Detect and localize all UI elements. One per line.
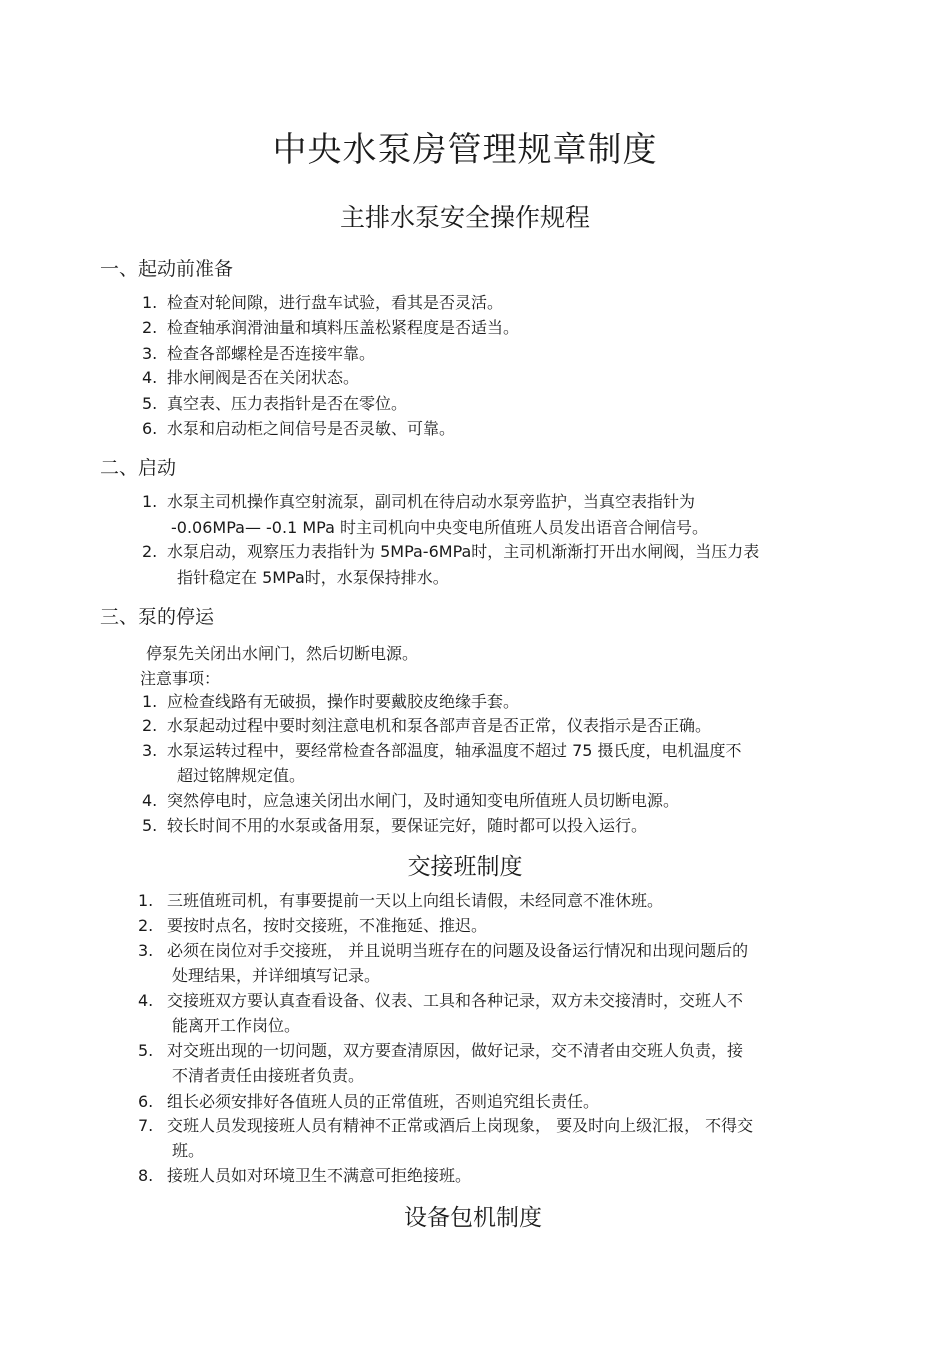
list-item-continuation: 不清者责任由接班者负责。 [172,1066,365,1085]
list-number: 6. [138,1092,154,1111]
list-text: 水泵主司机操作真空射流泵，副司机在待启动水泵旁监护，当真空表指针为 [167,492,696,511]
list-item-continuation: -0.06MPa— -0.1 MPa 时主司机向中央变电所值班人员发出语音合闸信号。 [171,518,708,537]
list-number: 4. [142,368,158,387]
list-number: 6. [142,419,158,438]
list-text: 组长必须安排好各值班人员的正常值班，否则追究组长责任。 [167,1092,600,1111]
paragraph: 停泵先关闭出水闸门，然后切断电源。 [146,644,419,663]
list-number: 2. [138,916,154,935]
list-text: 检查轴承润滑油量和填料压盖松紧程度是否适当。 [167,318,520,337]
document-title: 中央水泵房管理规章制度 [272,130,658,170]
list-text: 突然停电时，应急速关闭出水闸门，及时通知变电所值班人员切断电源。 [167,791,680,810]
list-number: 3. [138,941,154,960]
list-text: 检查各部螺栓是否连接牢靠。 [167,344,376,363]
list-number: 8. [138,1166,154,1185]
list-text: 三班值班司机，有事要提前一天以上向组长请假，未经同意不准休班。 [167,891,664,910]
list-text: 要按时点名，按时交接班，不准拖延、推迟。 [167,916,488,935]
list-text: 真空表、压力表指针是否在零位。 [167,394,408,413]
list-number: 1. [138,891,154,910]
list-item-continuation: 超过铭牌规定值。 [177,766,306,785]
list-text: 水泵运转过程中，要经常检查各部温度，轴承温度不超过 75 摄氏度，电机温度不 [167,741,742,760]
list-item-continuation: 班。 [172,1141,205,1160]
list-item-continuation: 指针稳定在 5MPa时，水泵保持排水。 [177,568,449,587]
list-text: 水泵起动过程中要时刻注意电机和泵各部声音是否正常，仪表指示是否正确。 [167,716,712,735]
list-number: 3. [142,344,158,363]
list-item-continuation: 处理结果，并详细填写记录。 [172,966,381,985]
section-heading-equipment-responsibility: 设备包机制度 [404,1205,542,1231]
list-number: 4. [142,791,158,810]
list-number: 2. [142,318,158,337]
list-text: 对交班出现的一切问题，双方要查清原因，做好记录，交不清者由交班人负责，接 [167,1041,744,1060]
section-heading-preparation: 一、起动前准备 [100,258,234,280]
list-number: 1. [142,293,158,312]
list-text: 水泵启动，观察压力表指针为 5MPa-6MPa时，主司机渐渐打开出水闸阀，当压力表 [167,542,760,561]
list-item-continuation: 能离开工作岗位。 [172,1016,301,1035]
list-number: 7. [138,1116,154,1135]
list-text: 必须在岗位对手交接班， 并且说明当班存在的问题及设备运行情况和出现问题后的 [167,941,749,960]
list-text: 排水闸阀是否在关闭状态。 [167,368,360,387]
list-number: 3. [142,741,158,760]
list-number: 2. [142,542,158,561]
list-text: 应检查线路有无破损，操作时要戴胶皮绝缘手套。 [167,692,520,711]
list-text: 交班人员发现接班人员有精神不正常或酒后上岗现象， 要及时向上级汇报， 不得交 [167,1116,754,1135]
list-number: 1. [142,692,158,711]
section-heading-shutdown: 三、泵的停运 [100,606,215,628]
list-number: 5. [142,816,158,835]
notes-label: 注意事项： [140,669,221,688]
list-text: 较长时间不用的水泵或备用泵，要保证完好，随时都可以投入运行。 [167,816,648,835]
list-text: 检查对轮间隙，进行盘车试验，看其是否灵活。 [167,293,504,312]
list-number: 5. [142,394,158,413]
list-number: 4. [138,991,154,1010]
list-text: 接班人员如对环境卫生不满意可拒绝接班。 [167,1166,472,1185]
section-heading-shift-handover: 交接班制度 [407,854,523,880]
list-text: 水泵和启动柜之间信号是否灵敏、可靠。 [167,419,456,438]
list-number: 2. [142,716,158,735]
list-number: 1. [142,492,158,511]
list-number: 5. [138,1041,154,1060]
section-heading-startup: 二、启动 [100,457,177,479]
document-subtitle: 主排水泵安全操作规程 [339,203,590,232]
list-text: 交接班双方要认真查看设备、仪表、工具和各种记录，双方未交接清时，交班人不 [167,991,744,1010]
